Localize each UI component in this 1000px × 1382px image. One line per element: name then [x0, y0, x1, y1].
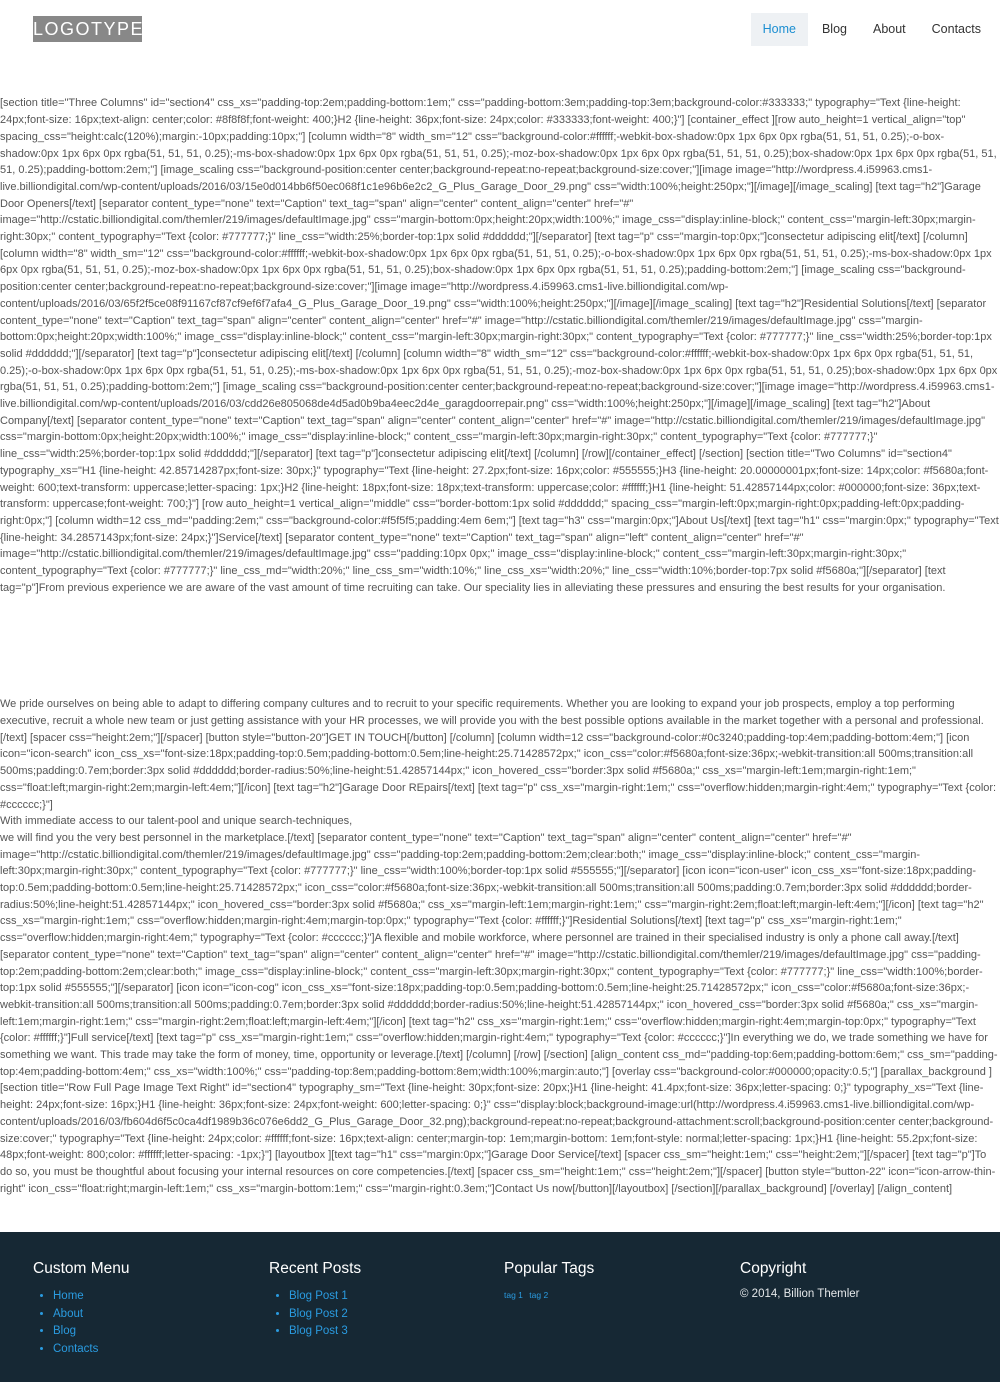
footer-popular-tags: [504, 1260, 594, 1300]
tag-cloud: [504, 1290, 594, 1300]
copyright-text: © 2014, Billion Themler: [740, 1288, 860, 1300]
footer-tags-title: Popular Tags: [504, 1260, 595, 1277]
content-spacer: [0, 630, 1000, 663]
footer-post-link[interactable]: • Blog Post 2: [289, 1306, 361, 1324]
raw-shortcode-text-2: We pride ourselves on being able to adapt to differing company cultures and to recruit to your specific requirements. Whether you are looking to expand your job prospects, employ a top performing executive, recruit a whole new team or just getting assistance with your HR processes, we will provide you with the best possible options available in the market together with a personal and professional. [/text] [spacer css="height:2em;"][/spacer] [button style="button-20"]GET IN TOUCH[/button] [/column] [column width=12 css="background-color:#0c3240;padding-top:4em;padding-bottom:4em;"] [icon icon="icon-search" icon_css_xs="font-size:18px;padding-top:0.5em;padding-bottom:0.5em;line-height:25.71428572px;" icon_css="color:#f5680a;font-size:36px;-webkit-transition:all 500ms;transition:all 500ms;padding:0.7em;border:3px solid #dddddd;border-radius:50%;line-height:51.42857144px;" icon_hovered_css="border:3px solid #f5680a;" css_xs="margin-left:1em;margin-right:1em;" css="float:left;margin-right:2em;margin-left:4em;"][/icon] [text tag="h2"]Garage Door REpairs[/text] [text tag="p" css_xs="margin-right:1em;" css="overflow:hidden;margin-right:4em;" typography="Text {color: #cccccc;}"] With immediate access to our talent-pool and unique search-techniques, we will find you the very best personnel in the marketplace.[/text] [separator content_type="none" text="Caption" text_tag="span" align="center" content_align="center" href="#" image="http://cstatic.billiondigital.com/themler/219/images/defaultImage.jpg" css="padding-top:2em;padding-bottom:2em;clear:both;" image_css="display:inline-block;" content_css="margin-left:30px;margin-right:30px;" content_typography="Text {color: #777777;}" line_css="width:100%;border-top:1px solid #555555;"][/separator] [icon icon="icon-user" icon_css_xs="font-size:18px;padding-top:0.5em;padding-bottom:0.5em;line-height:25.71428572px;" icon_css="color:#f5680a;font-size:36px;-webkit-transition:all 500ms;transition:all 500ms;padding:0.7em;border:3px solid #dddddd;border-radius:50%;line-height:51.42857144px;" icon_hovered_css="border:3px solid #f5680a;" css_xs="margin-left:1em;margin-right:1em;" css="margin-right:2em;float:left;margin-left:4em;"][/icon] [text tag="h2" css_xs="margin-right:1em;" css="overflow:hidden;margin-right:4em;margin-top:0px;" typography="Text {color: #ffffff;}"]Residential Solutions[/text] [text tag="p" css_xs="margin-right:1em;" css="overflow:hidden;margin-right:4em;" typography="Text {color: #cccccc;}"]A flexible and mobile workforce, where personnel are trained in their specialised industry is only a phone call away.[/text] [separator content_type="none" text="Caption" text_tag="span" align="center" content_align="center" href="#" image="http://cstatic.billiondigital.com/themler/219/images/defaultImage.jpg" css="padding-top:2em;padding-bottom:2em;clear:both;" image_css="display:inline-block;" content_css="margin-left:30px;margin-right:30px;" content_typography="Text {color: #777777;}" line_css="width:100%;border-top:1px solid #555555;"][/separator] [icon icon="icon-cog" icon_css_xs="font-size:18px;padding-top:0.5em;padding-bottom:0.5em;line-height:25.71428572px;" icon_css="color:#f5680a;font-size:36px;-webkit-transition:all 500ms;transition:all 500ms;padding:0.7em;border:3px solid #dddddd;border-radius:50%;line-height:51.42857144px;" icon_hovered_css="border:3px solid #f5680a;" css_xs="margin-left:1em;margin-right:1em;" css="margin-right:2em;float:left;margin-left:4em;"][/icon] [text tag="h2" css_xs="margin-right:1em;" css="overflow:hidden;margin-right:4em;margin-top:0px;" typography="Text {color: #ffffff;}"]Full service[/text] [text tag="p" css_xs="margin-right:1em;" css="overflow:hidden;margin-right:4em;" typography="Text {color: #cccccc;}"]In everything we do, we trade something we have for something we want. This trade may take the form of money, time, opportunity or leverage.[/text] [/column] [/row] [/section] [align_content css_md="padding-top:6em;padding-bottom:6em;" css_sm="padding-top:4em;padding-bottom:4em;" css_xs="width:100%;" css="padding-top:8em;padding-bottom:8em;width:100%;margin:auto;"] [overlay css="background-color:#000000;opacity:0.5;"] [parallax_background ][section title="Row Full Page Image Text Right" id="section4" typography_sm="Text {line-height: 30px;font-size: 20px;}H1 {line-height: 41.4px;font-size: 36px;letter-spacing: 0;}" typography_xs="Text {line-height: 24px;font-size: 16px;}H1 {line-height: 36px;font-size: 24px;font-weight: 600;letter-spacing: 0;}" css="display:block;background-image:url(http://wordpress.4.i59963.cms1-live.billiondigital.com/wp-content/uploads/2016/03/fb604d6f5c0ca4df1989b36c076e6dd2_G_Plus_Garage_Door_32.png);background-repeat:no-repeat;background-attachment:scroll;background-position:center center;background-size:cover;" typography="Text {line-height: 24px;color: #ffffff;font-size: 16px;text-align: center;margin-top: 1em;margin-bottom: 1em;font-style: normal;letter-spacing: 1px;}H1 {line-height: 55.2px;font-size: 48px;font-weight: 800;color: #ffffff;letter-spacing: -1px;}"] [layoutbox ][text tag="h1" css="margin:0px;"]Garage Door Service[/text] [spacer css_sm="height:1em;" css="height:2em;"][/spacer] [text tag="p"]To do so, you must be thoughtful about focusing your internal resources on core competencies.[/text] [spacer css_sm="height:1em;" css="height:2em;"][/spacer] [button style="button-22" icon="icon-arrow-thin-right" icon_css="float:right;margin-left:1em;" css_xs="margin-bottom:1em;" css="margin-right:0.3em;"]Contact Us now[/button][/layoutbox] [/section][/parallax_background] [/overlay] [/align_content]: [0, 698, 998, 1195]
nav-about[interactable]: About: [872, 22, 906, 36]
nav-blog[interactable]: Blog: [821, 22, 847, 36]
nav-home[interactable]: Home: [751, 13, 808, 46]
footer-custom-menu: [33, 1260, 129, 1358]
footer-menu-item-contacts[interactable]: • Contacts: [53, 1341, 129, 1359]
tag-link[interactable]: tag 1: [504, 1290, 523, 1300]
footer-menu-item-home[interactable]: • Home: [53, 1288, 129, 1306]
footer-menu-list: [33, 1288, 129, 1358]
footer-post-link[interactable]: • Blog Post 3: [289, 1323, 361, 1341]
footer-menu-item-about[interactable]: • About: [53, 1306, 129, 1324]
footer-post-link[interactable]: • Blog Post 1: [289, 1288, 361, 1306]
logo[interactable]: LOGOTYPE: [33, 16, 142, 42]
footer-menu-title: Custom Menu: [33, 1260, 130, 1277]
nav-contacts[interactable]: Contacts: [931, 22, 981, 36]
page-content: [0, 62, 1000, 1214]
site-footer: [0, 1232, 1000, 1382]
site-header: [0, 0, 1000, 60]
footer-copyright-title: Copyright: [740, 1260, 807, 1277]
footer-recent-posts: [269, 1260, 361, 1341]
footer-posts-list: [269, 1288, 361, 1341]
footer-menu-item-blog[interactable]: • Blog: [53, 1323, 129, 1341]
footer-posts-title: Recent Posts: [269, 1260, 362, 1277]
main-nav: [749, 13, 993, 46]
raw-shortcode-text-1: [section title="Three Columns" id="section4" css_xs="padding-top:2em;padding-bottom:1em;" css="padding-bottom:3em;padding-top:3em;background-color:#333333;" typography="Text {line-height: 24px;font-size: 16px;text-align: center;color: #8f8f8f;font-weight: 400;}H2 {line-height: 36px;font-size: 24px;color: #333333;font-weight: 400;}"] [container_effect ][row auto_height=1 vertical_align="top" spacing_css="height:calc(120%);margin:-10px;padding:10px;"] [column width="8" width_sm="12" css="background-color:#ffffff;-webkit-box-shadow:0px 1px 6px 0px rgba(51, 51, 51, 0.25);-o-box-shadow:0px 1px 6px 0px rgba(51, 51, 51, 0.25);-ms-box-shadow:0px 1px 6px 0px rgba(51, 51, 51, 0.25);-moz-box-shadow:0px 1px 6px 0px rgba(51, 51, 51, 0.25);box-shadow:0px 1px 6px 0px rgba(51, 51, 51, 0.25);padding-bottom:2em;"] [image_scaling css="background-position:center center;background-repeat:no-repeat;background-size:cover;"][image image="http://wordpress.4.i59963.cms1-live.billiondigital.com/wp-content/uploads/2016/03/15e0d014bb6f50ec068f1c1e96b6e2c2_G_Plus_Garage_Door_29.png" css="width:100%;height:250px;"][/image][/image_scaling] [text tag="h2"]Garage Door Openers[/text] [separator content_type="none" text="Caption" text_tag="span" align="center" content_align="center" href="#" image="http://cstatic.billiondigital.com/themler/219/images/defaultImage.jpg" css="margin-bottom:0px;height:20px;width:100%;" image_css="display:inline-block;" content_css="margin-left:30px;margin-right:30px;" content_typography="Text {color: #777777;}" line_css="width:25%;border-top:1px solid #dddddd;"][/separator] [text tag="p" css="margin-top:0px;"]consectetur adipiscing elit[/text] [/column] [column width="8" width_sm="12" css="background-color:#ffffff;-webkit-box-shadow:0px 1px 6px 0px rgba(51, 51, 51, 0.25);-o-box-shadow:0px 1px 6px 0px rgba(51, 51, 51, 0.25);-ms-box-shadow:0px 1px 6px 0px rgba(51, 51, 51, 0.25);-moz-box-shadow:0px 1px 6px 0px rgba(51, 51, 51, 0.25);box-shadow:0px 1px 6px 0px rgba(51, 51, 51, 0.25);padding-bottom:2em;"] [image_scaling css="background-position:center center;background-repeat:no-repeat;background-size:cover;"][image image="http://wordpress.4.i59963.cms1-live.billiondigital.com/wp-content/uploads/2016/03/65f2f5ce08f91167cf87cf9ef6f7afa4_G_Plus_Garage_Door_19.png" css="width:100%;height:250px;"][/image][/image_scaling] [text tag="h2"]Residential Solutions[/text] [separator content_type="none" text="Caption" text_tag="span" align="center" content_align="center" href="#" image="http://cstatic.billiondigital.com/themler/219/images/defaultImage.jpg" css="margin-bottom:0px;height:20px;width:100%;" image_css="display:inline-block;" content_css="margin-left:30px;margin-right:30px;" content_typography="Text {color: #777777;}" line_css="width:25%;border-top:1px solid #dddddd;"][/separator] [text tag="p"]consectetur adipiscing elit[/text] [/column] [column width="8" width_sm="12" css="background-color:#ffffff;-webkit-box-shadow:0px 1px 6px 0px rgba(51, 51, 51, 0.25);-o-box-shadow:0px 1px 6px 0px rgba(51, 51, 51, 0.25);-ms-box-shadow:0px 1px 6px 0px rgba(51, 51, 51, 0.25);-moz-box-shadow:0px 1px 6px 0px rgba(51, 51, 51, 0.25);box-shadow:0px 1px 6px 0px rgba(51, 51, 51, 0.25);padding-bottom:2em;"] [image_scaling css="background-position:center center;background-repeat:no-repeat;background-size:cover;"][image image="http://wordpress.4.i59963.cms1-live.billiondigital.com/wp-content/uploads/2016/03/cdd26e805068de4d5ad0b9ba4eec2d4e_garagdoorrepair.png" css="width:100%;height:250px;"][/image][/image_scaling] [text tag="h2"]About Company[/text] [separator content_type="none" text="Caption" text_tag="span" align="center" content_align="center" href="#" image="http://cstatic.billiondigital.com/themler/219/images/defaultImage.jpg" css="margin-bottom:0px;height:20px;width:100%;" image_css="display:inline-block;" content_css="margin-left:30px;margin-right:30px;" content_typography="Text {color: #777777;}" line_css="width:25%;border-top:1px solid #dddddd;"][/separator] [text tag="p"]consectetur adipiscing elit[/text] [/column] [/row][/container_effect] [/section] [section title="Two Columns" id="section4" typography_xs="H1 {line-height: 42.85714287px;font-size: 30px;}" typography="Text {line-height: 27.2px;font-size: 16px;color: #555555;}H3 {line-height: 20.00000001px;font-size: 14px;color: #f5680a;font-weight: 600;text-transform: uppercase;letter-spacing: 1px;}H2 {line-height: 18px;font-size: 18px;text-transform: uppercase;color: #ffffff;}H1 {line-height: 51.42857144px;color: #000000;font-size: 36px;text-transform: uppercase;font-weight: 700;}"] [row auto_height=1 vertical_align="middle" css="border-bottom:1px solid #dddddd;" spacing_css="margin-left:0px;margin-right:0px;padding-left:0px;padding-right:0px;"] [column width=12 css_md="padding:2em;" css="background-color:#f5f5f5;padding:4em 6em;"] [text tag="h3" css="margin:0px;"]About Us[/text] [text tag="h1" css="margin:0px;" typography="Text {line-height: 34.2857143px;font-size: 24px;}"]Service[/text] [separator content_type="none" text="Caption" text_tag="span" align="left" content_align="center" href="#" image="http://cstatic.billiondigital.com/themler/219/images/defaultImage.jpg" css="padding:10px 0px;" image_css="display:inline-block;" content_css="margin-left:30px;margin-right:30px;" content_typography="Text {color: #777777;}" line_css_md="width:20%;" line_css_sm="width:10%;" line_css_xs="width:20%;" line_css="width:10%;border-top:7px solid #f5680a;"][/separator] [text tag="p"]From previous experience we are aware of the vast amount of time recruiting can take. Our speciality lies in alleviating these pressures and ensuring the best results for your organisation.: [0, 97, 999, 594]
tag-link[interactable]: tag 2: [529, 1290, 549, 1300]
footer-copyright: [740, 1260, 860, 1300]
